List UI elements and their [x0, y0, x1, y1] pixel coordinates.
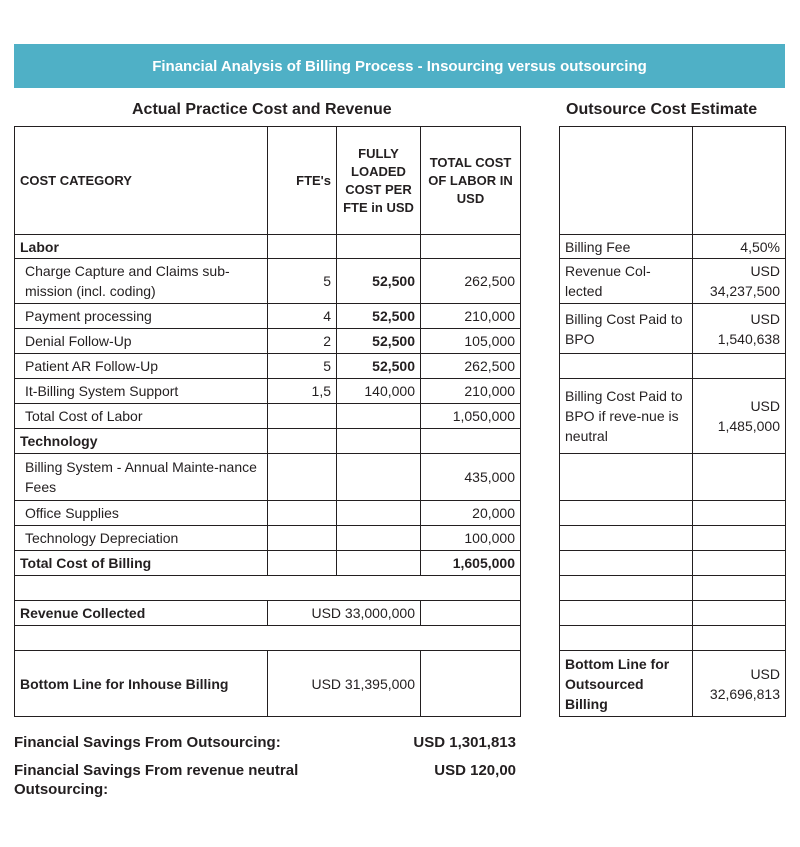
row-label: Office Supplies	[15, 501, 268, 526]
table-row	[560, 304, 786, 354]
row-label: Payment processing	[15, 304, 268, 329]
table-row	[560, 551, 786, 576]
table-row	[560, 259, 786, 304]
col-header-category: COST CATEGORY	[15, 127, 268, 235]
table-row	[560, 626, 786, 651]
savings-label: Financial Savings From Outsourcing:	[14, 734, 281, 751]
table-row	[15, 379, 521, 404]
total-cell: 435,000	[421, 454, 521, 501]
row-label: Bottom Line for Outsourced Billing	[560, 651, 693, 717]
col-header-total-labor: TOTAL COST OF LABOR IN USD	[421, 127, 521, 235]
table-row	[560, 235, 786, 259]
total-cell: 210,000	[421, 304, 521, 329]
title-banner	[14, 44, 785, 88]
left-section-heading: Actual Practice Cost and Revenue	[132, 101, 392, 118]
table-row	[560, 651, 786, 717]
cost-cell: 52,500	[337, 329, 421, 354]
section-technology-label: Technology	[15, 429, 268, 454]
row-label: Billing Fee	[560, 235, 693, 259]
row-label: Billing System - Annual Mainte-nance Fees	[15, 454, 268, 501]
savings-value: USD 1,301,813	[413, 734, 516, 751]
fte-cell: 2	[268, 329, 337, 354]
total-cell: 100,000	[421, 526, 521, 551]
page-title: Financial Analysis of Billing Process - Insourcing versus outsourcing	[152, 57, 647, 75]
fte-cell: 5	[268, 259, 337, 304]
row-label: It-Billing System Support	[15, 379, 268, 404]
row-label: Revenue Collected	[15, 601, 268, 626]
total-cell: 1,050,000	[421, 404, 521, 429]
value-cell: USD 34,237,500	[693, 259, 786, 304]
row-label: Revenue Col-lected	[560, 259, 693, 304]
table-row	[15, 235, 521, 259]
header-row	[15, 127, 521, 235]
table-row	[560, 379, 786, 454]
table-row	[15, 404, 521, 429]
total-cell: 262,500	[421, 259, 521, 304]
fte-cell: 5	[268, 354, 337, 379]
table-row	[560, 601, 786, 626]
table-row	[15, 259, 521, 304]
neutral-savings-value: USD 120,00	[434, 762, 516, 779]
cost-cell: 140,000	[337, 379, 421, 404]
table-row	[15, 501, 521, 526]
row-label: Billing Cost Paid to BPO	[560, 304, 693, 354]
row-label: Technology Depreciation	[15, 526, 268, 551]
row-label: Billing Cost Paid to BPO if reve-nue is neutral	[560, 379, 693, 454]
col-header-fte: FTE's	[268, 127, 337, 235]
row-label: Patient AR Follow-Up	[15, 354, 268, 379]
table-row	[560, 354, 786, 379]
table-row	[560, 501, 786, 526]
spacer-row	[15, 576, 521, 601]
fte-cell: 1,5	[268, 379, 337, 404]
row-label: Charge Capture and Claims sub-mission (incl. coding)	[15, 259, 268, 304]
total-cell: 210,000	[421, 379, 521, 404]
table-row	[15, 454, 521, 501]
value-cell: USD 32,696,813	[693, 651, 786, 717]
col-header-cost-per-fte: FULLY LOADED COST PER FTE in USD	[337, 127, 421, 235]
bottom-line-value: USD 31,395,000	[268, 651, 421, 717]
table-row	[15, 304, 521, 329]
row-label: Total Cost of Labor	[15, 404, 268, 429]
value-cell: USD 1,540,638	[693, 304, 786, 354]
neutral-savings-label: Financial Savings From revenue neutral Outsourcing:	[14, 762, 299, 798]
right-section-heading: Outsource Cost Estimate	[566, 101, 758, 118]
inhouse-cost-table	[14, 126, 521, 717]
total-cell: 262,500	[421, 354, 521, 379]
row-label: Denial Follow-Up	[15, 329, 268, 354]
fte-cell: 4	[268, 304, 337, 329]
cost-cell: 52,500	[337, 354, 421, 379]
table-row	[15, 354, 521, 379]
table-row	[560, 454, 786, 501]
total-cell: 20,000	[421, 501, 521, 526]
value-cell: 4,50%	[693, 235, 786, 259]
table-row	[15, 551, 521, 576]
section-labor-label: Labor	[15, 235, 268, 259]
value-cell: USD 1,485,000	[693, 379, 786, 454]
cost-cell: 52,500	[337, 259, 421, 304]
row-label: Total Cost of Billing	[15, 551, 268, 576]
table-row	[15, 601, 521, 626]
outsource-cost-table	[559, 126, 786, 717]
spacer-row	[15, 626, 521, 651]
total-cell: 105,000	[421, 329, 521, 354]
table-row	[15, 651, 521, 717]
table-row	[15, 526, 521, 551]
total-cell: 1,605,000	[421, 551, 521, 576]
row-label: Bottom Line for Inhouse Billing	[15, 651, 268, 717]
cost-cell: 52,500	[337, 304, 421, 329]
table-row	[560, 526, 786, 551]
table-row	[15, 329, 521, 354]
table-row	[560, 576, 786, 601]
header-row	[560, 127, 786, 235]
revenue-value: USD 33,000,000	[268, 601, 421, 626]
table-row	[15, 429, 521, 454]
